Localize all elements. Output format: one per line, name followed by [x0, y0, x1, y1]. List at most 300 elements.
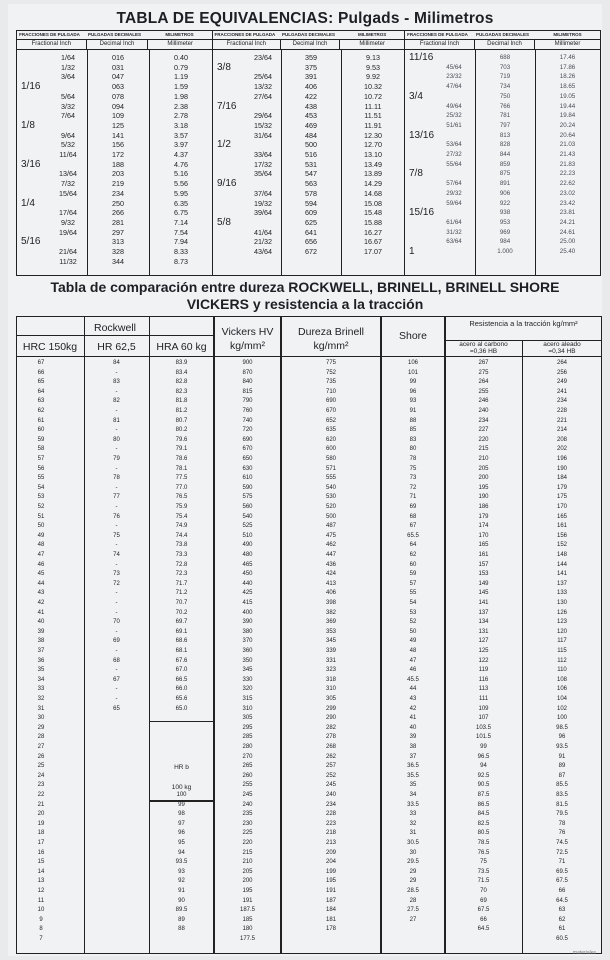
hrc-cell: 12: [37, 888, 45, 894]
shore-cell: 80: [409, 446, 417, 453]
res_alloy-cell: 64.5: [556, 897, 568, 904]
group-header-label: PULGADAS DECIMALES: [87, 32, 141, 37]
fraction-cell: 17/32: [254, 159, 272, 169]
brinell-cell: 555: [325, 475, 336, 482]
res_carbon-cell: 125: [478, 648, 489, 654]
decimal-cell: 484: [305, 130, 317, 140]
fraction-cell: 39/64: [254, 208, 272, 218]
res_alloy-cell: 115: [557, 648, 567, 654]
shore-cell: 36.5: [407, 763, 419, 770]
shore-cell: 31: [409, 830, 417, 837]
hrc-cell: 66: [37, 369, 45, 376]
res_carbon-cell: 200: [478, 475, 489, 482]
brinell-cell: 398: [325, 600, 336, 606]
hra-cell: 94: [178, 849, 185, 856]
vickers-cell: 215: [242, 849, 253, 856]
decimal-cell: 375: [305, 62, 317, 72]
fraction-cell: 31/32: [446, 228, 462, 236]
res_alloy-cell: 130: [556, 600, 567, 606]
res_alloy-cell: 141: [556, 571, 567, 578]
vickers-cell: 305: [242, 715, 253, 722]
vickers-cell: 465: [242, 561, 253, 568]
shore-cell: 57: [409, 580, 417, 587]
decimal-cell: 609: [305, 208, 317, 218]
brinell-cell: 600: [325, 446, 336, 453]
brinell-cell: 178: [325, 926, 336, 933]
millimeter-cell: 3.57: [174, 130, 188, 140]
decimal-cell: 953: [499, 218, 511, 226]
brinell-cell: 690: [325, 398, 336, 405]
res_alloy-cell: 60.5: [556, 936, 568, 942]
hrc-cell: 8: [39, 926, 43, 933]
brinell-cell: 413: [325, 580, 336, 587]
res_alloy-cell: 81.5: [556, 801, 568, 808]
millimeter-cell: 1.19: [174, 72, 188, 82]
brinell-cell: 282: [325, 724, 336, 731]
hrc-cell: 15: [37, 859, 45, 866]
brinell-cell: 339: [325, 648, 336, 654]
res_carbon-cell: 73.5: [477, 868, 490, 875]
vickers-cell: 205: [242, 868, 253, 875]
fraction-cell: 7/32: [61, 179, 75, 189]
hra-cell: 70.2: [175, 609, 188, 616]
hr-cell: -: [115, 446, 118, 453]
shore-cell: 43: [409, 696, 417, 702]
fraction-cell: 11/32: [59, 256, 77, 266]
millimeter-cell: 12.30: [364, 130, 382, 140]
res_carbon-cell: 75: [480, 859, 487, 866]
hr-cell: 82: [113, 398, 120, 405]
millimeter-cell: 15.48: [364, 208, 382, 218]
res_carbon-cell: 84.5: [477, 811, 490, 818]
brinell-cell: 252: [325, 772, 336, 779]
column-header: Millimeter: [167, 41, 193, 47]
vickers-cell: 440: [242, 580, 253, 587]
shore-cell: 41: [409, 715, 417, 722]
major-fraction: 7/8: [409, 168, 423, 180]
res_alloy-cell: 152: [556, 542, 567, 549]
millimeter-cell: 11.11: [364, 101, 382, 111]
shore-cell: 28: [409, 897, 417, 904]
brinell-cell: 620: [325, 436, 336, 443]
brinell-cell: 571: [325, 465, 336, 472]
hra-cell: 76.5: [175, 494, 188, 501]
hrc-cell: 47: [37, 552, 45, 558]
fraction-cell: 61/64: [446, 218, 462, 226]
column-header: Fractional Inch: [405, 39, 475, 49]
fraction-cell: 19/64: [59, 227, 77, 237]
res_alloy-cell: 137: [556, 580, 567, 587]
res_alloy-cell: 179: [556, 484, 567, 491]
millimeter-cell: 23.02: [559, 189, 576, 197]
shore-cell: 55: [409, 590, 417, 597]
res_alloy-cell: 108: [556, 676, 567, 683]
vickers-cell: 590: [242, 484, 253, 491]
res_alloy-cell: 106: [556, 686, 567, 693]
millimeter-cell: 25.40: [559, 248, 576, 255]
vickers-cell: 295: [242, 724, 253, 731]
hrc-cell: 43: [37, 590, 45, 597]
hrc-cell: 57: [37, 456, 45, 462]
hr-cell: -: [115, 523, 118, 530]
hrc-cell: 22: [37, 792, 45, 798]
hra-cell: 91: [178, 888, 185, 894]
fraction-cell: 23/64: [254, 53, 272, 62]
major-fraction: 5/8: [217, 216, 231, 228]
res_carbon-cell: 78.5: [477, 840, 490, 846]
decimal-cell: 188: [112, 159, 124, 169]
res_carbon-cell: 134: [478, 619, 489, 626]
shore-cell: 27.5: [407, 907, 419, 914]
brinell-cell: 353: [325, 628, 336, 635]
shore-cell: 48: [409, 648, 417, 654]
millimeter-cell: 7.94: [174, 237, 188, 247]
group-header-label: MILIMETROS: [358, 32, 387, 37]
millimeter-cell: 16.67: [364, 237, 382, 247]
res_alloy-cell: 93.5: [556, 744, 568, 750]
hra-cell: 71.7: [175, 580, 188, 587]
document-sheet: [8, 4, 602, 956]
millimeter-cell: 17.07: [364, 247, 382, 256]
decimal-cell: 500: [305, 140, 317, 150]
res_carbon-cell: 103.5: [475, 724, 491, 731]
decimal-cell: 391: [305, 72, 317, 82]
vickers-cell: 285: [242, 734, 253, 741]
hra-cell: 77.5: [175, 475, 188, 482]
res_carbon-cell: 240: [478, 408, 489, 414]
hrc-cell: 34: [37, 676, 45, 683]
res_carbon-cell: 122: [478, 657, 489, 664]
decimal-cell: 469: [305, 120, 317, 130]
hra-cell: 83.4: [175, 369, 188, 376]
brinell-cell: 323: [325, 667, 336, 674]
hrc-cell: 37: [37, 648, 45, 654]
res_carbon-cell: 116: [478, 676, 489, 683]
shore-cell: 62: [409, 552, 417, 558]
res_carbon-cell: 190: [478, 494, 489, 501]
hrc-cell: 11: [37, 897, 45, 904]
shore-cell: 35.5: [407, 772, 419, 779]
res_carbon-cell: 227: [478, 427, 489, 434]
hra-cell: 93: [178, 868, 185, 875]
hra-cell: 89: [178, 916, 185, 923]
column-header: Decimal Inch: [87, 39, 149, 49]
res_carbon-cell: 94: [480, 763, 487, 770]
fraction-cell: 5/32: [61, 140, 75, 150]
fraction-cell: 9/64: [61, 130, 75, 140]
fraction-cell: 55/64: [446, 160, 462, 168]
hra-cell: 67.6: [175, 657, 188, 664]
millimeter-cell: 19.44: [559, 102, 576, 110]
decimal-cell: 438: [305, 101, 317, 111]
res_carbon-cell: 157: [478, 561, 489, 568]
decimal-cell: 109: [112, 111, 124, 121]
decimal-cell: 281: [112, 217, 124, 227]
vickers-cell: 540: [242, 513, 253, 520]
hrc-cell: 35: [37, 667, 45, 674]
brinell-cell: 487: [325, 523, 336, 530]
res_carbon-cell: 70: [480, 888, 487, 894]
column-header-row: [213, 39, 404, 50]
vickers-cell: 690: [242, 436, 253, 443]
vickers-cell: 670: [242, 446, 253, 453]
major-fraction: 1/2: [217, 139, 231, 151]
res_carbon-cell: 186: [478, 504, 489, 510]
hrc-cell: 48: [37, 542, 45, 549]
fraction-cell: 59/64: [446, 199, 462, 207]
res_alloy-cell: 161: [556, 523, 567, 530]
shore-cell: 29.5: [407, 859, 419, 866]
fraction-cell: 29/64: [254, 111, 272, 121]
res_carbon-cell: 99: [480, 744, 487, 750]
res_alloy-cell: 133: [556, 590, 567, 597]
decimal-cell: 156: [112, 140, 124, 150]
hra-cell: 72.8: [175, 561, 188, 568]
fraction-cell: 31/64: [254, 130, 272, 140]
millimeter-cell: 20.64: [559, 131, 576, 139]
res_alloy-cell: 148: [556, 552, 567, 558]
vickers-cell: 525: [242, 523, 253, 530]
hra-cell: 90: [178, 897, 185, 904]
vickers-cell: 610: [242, 475, 253, 482]
hrc-cell: 24: [37, 772, 45, 779]
res_alloy-cell: 156: [556, 532, 567, 539]
fraction-cell: 23/32: [446, 73, 462, 81]
millimeter-cell: 19.05: [559, 92, 576, 100]
hrc-cell: 40: [37, 619, 45, 626]
brinell-header: Dureza Brinell: [298, 326, 364, 338]
res_carbon-cell: 71.5: [477, 878, 490, 885]
decimal-cell: 078: [112, 91, 124, 101]
millimeter-cell: 0.40: [174, 53, 188, 62]
hr-cell: 73: [113, 571, 120, 578]
hra-cell: 88: [178, 926, 185, 933]
millimeter-cell: 15.88: [364, 217, 382, 227]
hrc-cell: 17: [37, 840, 45, 846]
fraction-cell: 21/64: [59, 247, 77, 256]
hra-cell: 81.2: [175, 408, 188, 414]
vickers-cell: 310: [242, 705, 253, 712]
page-title: TABLA DE EQUIVALENCIAS: Pulgads - Milimetros: [116, 10, 494, 27]
res_alloy-cell: 78: [558, 820, 566, 827]
hr-cell: -: [115, 369, 118, 376]
shore-cell: 101: [407, 369, 418, 376]
fraction-cell: 57/64: [446, 180, 462, 188]
decimal-cell: 1.000: [497, 248, 513, 255]
decimal-cell: 125: [112, 120, 124, 130]
vickers-cell: 400: [242, 609, 253, 616]
hr-cell: -: [115, 600, 118, 606]
hr-cell: -: [115, 667, 118, 674]
millimeter-cell: 9.92: [366, 72, 380, 82]
brinell-cell: 318: [325, 676, 336, 683]
brinell-cell: 240: [325, 792, 336, 798]
hra-cell: 80.2: [175, 427, 188, 434]
hra-cell: 68.6: [175, 638, 188, 645]
brinell-cell: 213: [325, 840, 336, 846]
shore-cell: 68: [409, 513, 417, 520]
comparison-title-line2: VICKERS y resistencia a la tracción: [186, 296, 424, 312]
res_alloy-cell: 74.5: [556, 840, 568, 846]
res_carbon-cell: 161: [478, 552, 489, 558]
vickers-cell: 360: [242, 648, 253, 654]
res_carbon-cell: 67.5: [477, 907, 490, 914]
res_alloy-cell: 66: [558, 888, 566, 894]
brinell-cell: 382: [325, 609, 336, 616]
fraction-cell: 25/32: [446, 112, 462, 120]
millimeter-cell: 1.59: [174, 82, 188, 92]
brinell-cell: 436: [325, 561, 336, 568]
decimal-cell: 578: [305, 188, 317, 198]
fraction-cell: 1/32: [61, 62, 75, 72]
millimeter-cell: 5.16: [174, 169, 188, 179]
shore-cell: 28.5: [407, 888, 419, 894]
hra-cell: 89.5: [175, 907, 188, 914]
hr-cell: -: [115, 609, 118, 616]
hr-cell: 67: [113, 676, 120, 683]
fraction-cell: 5/64: [61, 91, 75, 101]
shore-cell: 44: [409, 686, 417, 693]
vickers-cell: 650: [242, 456, 253, 462]
millimeter-cell: 4.76: [174, 159, 188, 169]
hra-cell: 98: [178, 811, 185, 818]
res_carbon-cell: 101.5: [475, 734, 491, 741]
res_alloy-cell: 120: [556, 628, 567, 635]
major-fraction: 13/16: [409, 129, 435, 141]
brinell-cell: 462: [325, 542, 336, 549]
major-fraction: 1/16: [21, 81, 41, 93]
decimal-cell: 719: [499, 73, 511, 81]
hr-cell: 80: [113, 436, 120, 443]
group-header-label: PULGADAS DECIMALES: [475, 32, 529, 37]
brinell-cell: 475: [325, 532, 336, 539]
res_alloy-cell: 110: [557, 667, 567, 674]
major-fraction: 3/8: [217, 61, 231, 73]
decimal-cell: 266: [112, 208, 124, 218]
footer-note: materiales: [572, 950, 596, 956]
hrc-cell: 10: [37, 907, 45, 914]
vickers-cell: 210: [242, 859, 253, 866]
decimal-cell: 031: [112, 62, 124, 72]
res_alloy-cell: 87: [558, 772, 566, 779]
fraction-cell: 37/64: [254, 188, 272, 198]
brinell-cell: 530: [325, 494, 336, 501]
decimal-cell: 141: [112, 130, 124, 140]
res_alloy-cell: 67.5: [556, 878, 568, 885]
hra-cell: 92: [178, 878, 185, 885]
millimeter-cell: 17.86: [559, 63, 576, 71]
brinell-cell: 181: [325, 916, 336, 923]
shore-cell: 54: [409, 600, 417, 606]
millimeter-cell: 11.91: [364, 120, 382, 130]
millimeter-cell: 6.35: [174, 198, 188, 208]
res_carbon-cell: 96.5: [477, 753, 490, 760]
hra-cell: 70.7: [175, 600, 188, 606]
shore-cell: 99: [409, 379, 417, 386]
vickers-cell: 177.5: [239, 936, 255, 942]
millimeter-cell: 3.97: [174, 140, 188, 150]
decimal-cell: 781: [499, 112, 511, 120]
res_alloy-cell: 96: [558, 734, 566, 741]
vickers-cell: 575: [242, 494, 253, 501]
vickers-cell: 180: [242, 926, 253, 933]
fraction-cell: 41/64: [254, 227, 272, 237]
hrc-cell: 26: [37, 753, 45, 760]
res_alloy-cell: 63: [558, 907, 566, 914]
fraction-cell: 9/32: [61, 217, 75, 227]
vickers-cell: 450: [242, 571, 253, 578]
brinell-cell: 540: [325, 484, 336, 491]
shore-cell: 39: [409, 734, 417, 741]
shore-cell: 49: [409, 638, 417, 645]
column-header: Millimeter: [359, 41, 385, 47]
vickers-cell: 815: [242, 388, 253, 395]
column-header: Millimeter: [554, 41, 581, 47]
fraction-cell: 3/64: [61, 72, 75, 82]
shore-cell: 34: [409, 792, 417, 798]
brinell-cell: 299: [325, 705, 336, 712]
res_alloy-cell: 234: [556, 398, 567, 405]
brinell-cell: 257: [325, 763, 336, 770]
vickers-cell: 270: [242, 753, 253, 760]
brinell-cell: 245: [325, 782, 336, 789]
hrc-cell: 9: [39, 916, 43, 923]
millimeter-cell: 5.56: [174, 179, 188, 189]
brinell-cell: 580: [325, 456, 336, 462]
fraction-cell: 15/64: [59, 188, 77, 198]
res_carbon-cell: 137: [478, 609, 489, 616]
millimeter-cell: 13.10: [364, 150, 382, 159]
vickers-cell: 240: [242, 801, 253, 808]
res_alloy-cell: 72.5: [556, 849, 568, 856]
hrc-cell: 25: [37, 763, 45, 770]
hrc-cell: 38: [37, 638, 45, 645]
hra-cell: 97: [178, 820, 185, 827]
hra-cell: 93.5: [175, 859, 188, 866]
fraction-cell: 27/64: [254, 91, 272, 101]
fraction-cell: 43/64: [254, 247, 272, 256]
hr-cell: 68: [113, 657, 120, 664]
hrc-cell: 28: [37, 734, 45, 741]
brinell-cell: 290: [325, 715, 336, 722]
res_alloy-cell: 89: [558, 763, 566, 770]
res_carbon-cell: 220: [478, 436, 489, 443]
shore-cell: 91: [409, 408, 417, 414]
res_alloy-cell: 62: [558, 916, 566, 923]
brinell-cell: 204: [325, 859, 336, 866]
res_alloy-cell: 190: [556, 465, 567, 472]
millimeter-cell: 22.62: [559, 180, 576, 188]
shore-cell: 50: [409, 628, 417, 635]
millimeter-cell: 17.46: [559, 54, 576, 61]
hrc-cell: 33: [37, 686, 45, 693]
shore-cell: 75: [409, 465, 417, 472]
res_alloy-cell: 91: [558, 753, 566, 760]
res_carbon-cell: 267: [478, 360, 489, 366]
hra-cell: 80.7: [175, 417, 188, 424]
brinell-cell: 345: [325, 638, 336, 645]
decimal-cell: 203: [112, 169, 124, 179]
alloy-steel-formula: =0,34 HB: [548, 348, 576, 355]
decimal-cell: 891: [499, 180, 511, 188]
millimeter-cell: 23.42: [559, 199, 576, 207]
hardness-table: [16, 316, 602, 954]
shore-cell: 78: [409, 456, 417, 462]
hr-cell: 72: [113, 580, 120, 587]
millimeter-cell: 2.78: [174, 111, 188, 121]
brinell-cell: 228: [325, 811, 336, 818]
vickers-cell: 840: [242, 379, 253, 386]
